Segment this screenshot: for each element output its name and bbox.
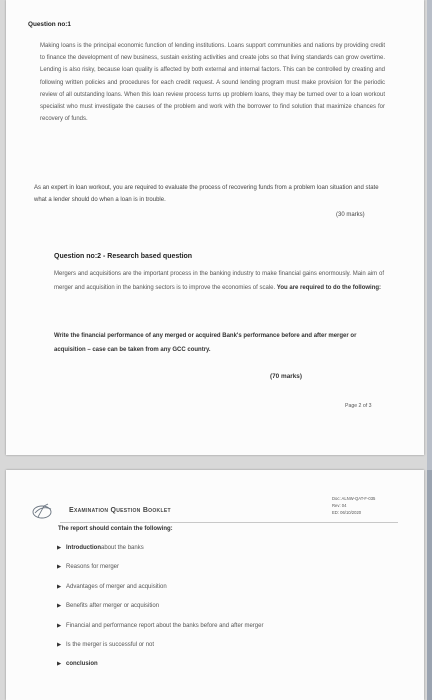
booklet-title: Examination Question Booklet (69, 507, 171, 514)
report-contents-list (57, 545, 263, 681)
document-code (332, 495, 375, 516)
arrow-bullet-icon: ▶ (57, 564, 62, 571)
list-item-text: Reasons for merger (66, 564, 120, 571)
doc-code-line: Doc: ALNW-QAT-F-035 (332, 496, 376, 501)
institution-logo-icon (32, 501, 54, 521)
question-2-text: Mergers and acquisitions are the important process in the banking industry to make financial gains enormously. Main aim of merger and acquisition in the banking sectors is to improve the economies of scale. (54, 271, 384, 291)
page-number: Page 2 of 3 (345, 403, 372, 409)
question-1-task: As an expert in loan workout, you are required to evaluate the process of recovering funds from a problem loan situation and state what a lender should do when a loan is in trouble. (34, 185, 379, 204)
list-item (57, 603, 263, 622)
doc-code-line: Rev: 04 (332, 503, 347, 508)
arrow-bullet-icon: ▶ (57, 661, 62, 668)
list-item-text: Benefits after merger or acquisition (66, 603, 160, 610)
doc-code-line: ED: 06/10/2020 (332, 510, 362, 515)
list-item-text: Financial and performance report about the banks before and after merger (66, 622, 264, 629)
arrow-bullet-icon: ▶ (57, 583, 62, 590)
question-2-task: Write the financial performance of any merged or acquired Bank's performance before and after merger or acquisition – case can be taken from any GCC country. (54, 333, 357, 353)
arrow-bullet-icon: ▶ (57, 641, 62, 648)
list-item (57, 584, 263, 603)
question-1-heading: Question no:1 (28, 21, 71, 28)
list-item-text: Advantages of merger and acquisition (66, 583, 167, 590)
question-2-required: You are required to do the following: (276, 284, 382, 291)
arrow-bullet-icon: ▶ (57, 603, 62, 610)
list-item-text: Is the merger is successful or not (66, 641, 155, 648)
question-1-marks: (30 marks) (336, 212, 365, 218)
question-2-marks: (70 marks) (270, 373, 302, 380)
arrow-bullet-icon: ▶ (57, 545, 62, 551)
question-1-body: Making loans is the principal economic function of lending institutions. Loans support communities and nations by providing credit to finance the development of new business, sustain existing activities and create jobs so that living standards can grow overtime. Lending is also risky, because loan quality is affected by both external and internal factors. This can be controlled by creating and following written policies and procedures for each credit request. A sound lending program must make provision for the periodic review of all outstanding loans. When this loan review process turns up problem loans, they may be turned over to a loan workout specialist who must investigate the causes of the problem and work with the borrower to find solution that maximize chances for recovery of funds. (40, 43, 385, 123)
scroll-edge-2 (427, 470, 432, 700)
arrow-bullet-icon: ▶ (57, 622, 62, 629)
list-item-text: about the banks (101, 545, 144, 551)
list-item (57, 623, 263, 642)
question-2-heading: Question no:2 - Research based question (54, 253, 193, 260)
list-item (57, 642, 263, 661)
list-item (57, 545, 263, 564)
list-item-lead: Introduction (66, 545, 101, 551)
report-intro: The report should contain the following: (58, 526, 173, 532)
list-item-lead: conclusion (66, 661, 98, 668)
question-2-body (54, 268, 384, 295)
header-divider (60, 522, 398, 523)
list-item (57, 564, 263, 583)
list-item (57, 661, 263, 680)
